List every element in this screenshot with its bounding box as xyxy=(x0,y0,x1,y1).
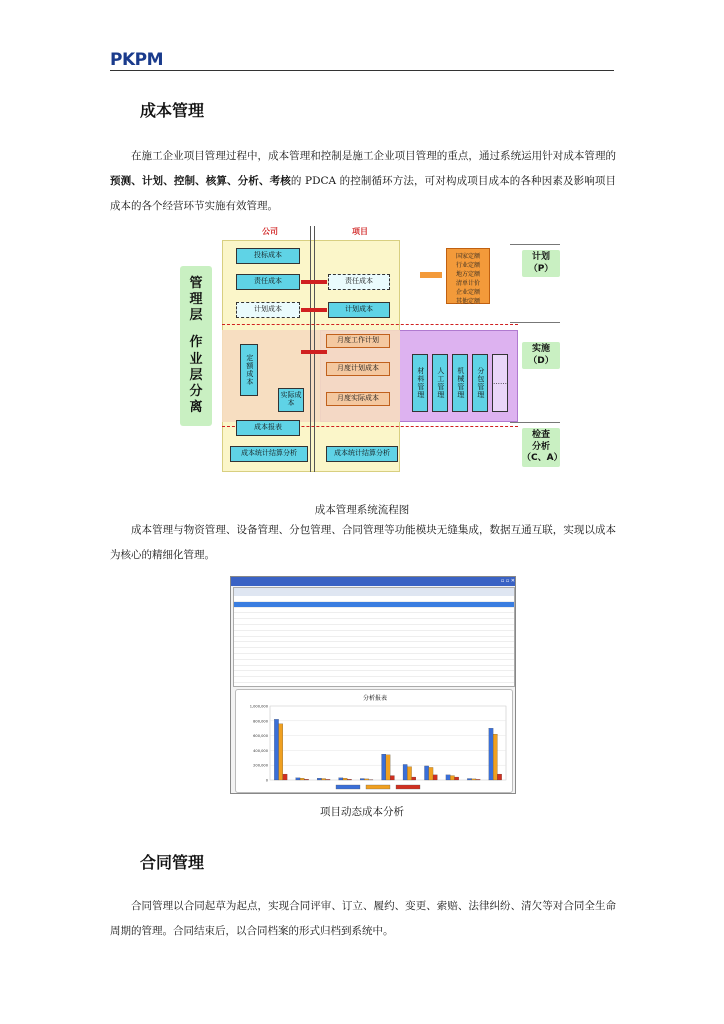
material-box: 材料管理 xyxy=(412,354,428,412)
pkpm-logo: PKPM xyxy=(110,50,164,70)
contract-paragraph: 合同管理以合同起草为起点，实现合同评审、订立、履约、变更、索赔、法律纠纷、清欠等对合同全生命周期的管理。合同结束后，以合同档案的形式归档到系统中。 xyxy=(110,900,616,937)
plan-cost-project-box: 计划成本 xyxy=(328,302,390,318)
header-rule xyxy=(110,70,614,71)
chart-bar xyxy=(497,774,501,780)
machine-box: 机械管理 xyxy=(452,354,468,412)
y-tick-label: 200,000 xyxy=(253,763,268,768)
chart-bar xyxy=(412,777,416,780)
y-tick-label: 800,000 xyxy=(253,719,268,724)
actual-cost-box: 实际成本 xyxy=(278,388,304,412)
chart-bar xyxy=(339,778,343,780)
section-title-contract: 合同管理 xyxy=(140,853,205,872)
chart-bar xyxy=(455,777,459,780)
chart-bar xyxy=(446,775,450,780)
phase-do: 实施 （D） xyxy=(522,342,560,369)
chart-bar xyxy=(424,766,428,780)
analysis-chart xyxy=(236,690,514,794)
chart-bar xyxy=(347,779,351,780)
section-title-cost: 成本管理 xyxy=(140,101,205,120)
legend-swatch xyxy=(336,785,360,789)
chart-bar xyxy=(304,779,308,780)
chart-bar xyxy=(472,779,476,780)
chart-bar xyxy=(407,767,411,780)
chart-bar xyxy=(364,779,368,780)
cost-table xyxy=(233,587,515,687)
bid-cost-box: 投标成本 xyxy=(236,248,300,264)
y-tick-label: 400,000 xyxy=(253,748,268,753)
col-company-label: 公司 xyxy=(262,227,278,236)
phase-check: 检查 分析 （C、A） xyxy=(522,428,560,467)
layer-sidebar: 管 理 层 作 业 层 分 离 xyxy=(180,266,212,426)
chart-bar xyxy=(326,779,330,780)
chart-bar xyxy=(467,779,471,780)
chart-bar xyxy=(390,776,394,780)
col-project-label: 项目 xyxy=(352,227,368,236)
more-box: …… xyxy=(492,354,508,412)
chart-bar xyxy=(296,778,300,780)
cost-paragraph-2: 成本管理与物资管理、设备管理、分包管理、合同管理等功能模块无缝集成，数据互通互联，实现以成本为核心的精细化管理。 xyxy=(110,524,616,561)
caption-flowchart: 成本管理系统流程图 xyxy=(314,504,410,516)
legend-swatch xyxy=(366,785,390,789)
chart-title: 分析报表 xyxy=(362,695,388,702)
monthly-actual-cost-box: 月度实际成本 xyxy=(326,392,390,406)
chart-bar xyxy=(300,778,304,780)
plan-cost-company-box: 计划成本 xyxy=(236,302,300,318)
y-tick-label: 600,000 xyxy=(253,734,268,739)
chart-bar xyxy=(386,755,390,780)
caption-screenshot: 项目动态成本分析 xyxy=(320,806,404,818)
stat-project-box: 成本统计结算分析 xyxy=(326,446,398,462)
resp-cost-project-box: 责任成本 xyxy=(328,274,390,290)
chart-bar xyxy=(433,775,437,780)
subcontract-box: 分包管理 xyxy=(472,354,488,412)
y-tick-label: 1,000,000 xyxy=(249,704,268,709)
quota-cost-box: 定额成本 xyxy=(240,344,258,396)
chart-bar xyxy=(279,724,283,780)
cost-report-box: 成本报表 xyxy=(236,420,300,436)
phase-plan: 计划 （P） xyxy=(522,250,560,277)
chart-bar xyxy=(343,778,347,780)
chart-bar xyxy=(317,778,321,780)
quota-factors-box: 国家定额 行业定额 地方定额 清单计价 企业定额 其他定额 xyxy=(446,248,490,304)
stat-company-box: 成本统计结算分析 xyxy=(230,446,308,462)
chart-bar xyxy=(283,774,287,780)
resp-cost-company-box: 责任成本 xyxy=(236,274,300,290)
chart-bar xyxy=(382,754,386,780)
y-tick-label: 0 xyxy=(265,778,268,783)
cost-paragraph-1: 在施工企业项目管理过程中，成本管理和控制是施工企业项目管理的重点，通过系统运用针对成本管理的预测、计划、控制、核算、分析、考核的 PDCA 的控制循环方法，可对构成项目成本的各种因素及影响项目成本的各个经营环节实施有效管理。 xyxy=(110,150,617,212)
cost-analysis-screenshot xyxy=(230,576,516,794)
chart-bar xyxy=(493,734,497,780)
table-row[interactable] xyxy=(234,677,514,683)
chart-bar xyxy=(403,764,407,780)
analysis-chart-panel xyxy=(235,689,513,793)
chart-bar xyxy=(476,779,480,780)
chart-bar xyxy=(450,776,454,780)
legend-swatch xyxy=(396,785,420,789)
chart-bar xyxy=(360,779,364,780)
chart-bar xyxy=(489,728,493,780)
labor-box: 人工管理 xyxy=(432,354,448,412)
chart-bar xyxy=(274,719,278,780)
cost-flowchart xyxy=(180,222,563,482)
factors-arrow xyxy=(420,272,442,278)
chart-bar xyxy=(321,779,325,780)
monthly-plan-box: 月度工作计划 xyxy=(326,334,390,348)
screenshot-titlebar: ▫ ▫ ✕ xyxy=(231,577,515,586)
chart-bar xyxy=(429,767,433,780)
monthly-plan-cost-box: 月度计划成本 xyxy=(326,362,390,376)
